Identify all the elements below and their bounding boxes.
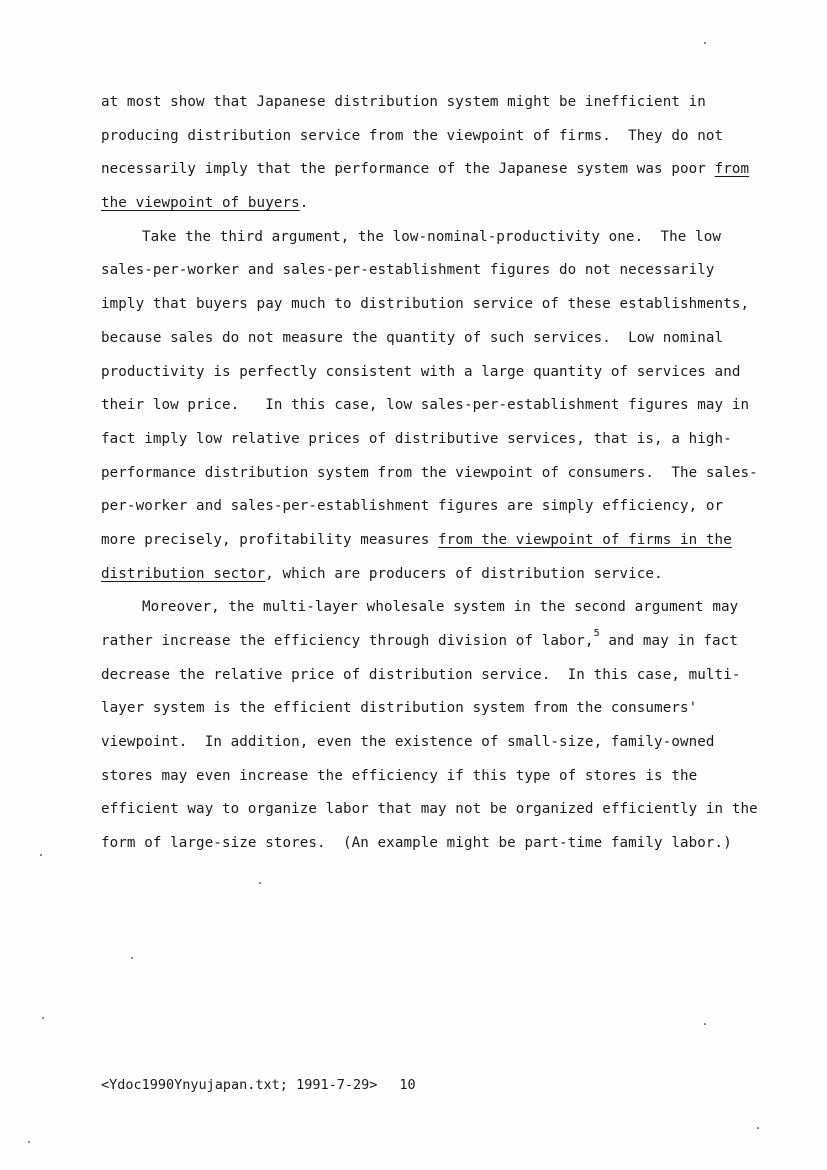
text-run: Moreover, the multi-layer wholesale system in the second argument may	[142, 599, 739, 616]
text-run: layer system is the efficient distribution system from the consumers'	[101, 700, 698, 717]
text-run: imply that buyers pay much to distribution service of these establishments,	[101, 296, 750, 313]
text-line	[101, 356, 741, 390]
text-run: form of large-size stores. (An example might be part-time family labor.)	[101, 835, 732, 852]
text-run: sales-per-worker and sales-per-establishment figures do not necessarily	[101, 262, 715, 279]
text-line	[101, 423, 741, 457]
text-run: fact imply low relative prices of distributive services, that is, a high-	[101, 430, 732, 447]
text-line	[101, 524, 741, 558]
scan-speck	[40, 854, 42, 856]
scan-speck	[704, 42, 706, 44]
text-line	[101, 389, 750, 423]
text-line	[101, 558, 741, 592]
text-run: .	[299, 195, 309, 212]
page-footer	[101, 1077, 416, 1093]
text-run: stores may even increase the efficiency if this type of stores is the	[101, 767, 698, 784]
text-line	[101, 120, 741, 154]
scan-speck	[42, 1017, 44, 1019]
text-line	[101, 692, 741, 726]
text-line	[101, 254, 741, 288]
text-line	[101, 221, 741, 255]
text-line	[101, 187, 741, 221]
text-line	[101, 490, 741, 524]
body-text	[101, 86, 758, 861]
text-run: producing distribution service from the viewpoint of firms. They do not	[101, 127, 724, 144]
text-run: performance distribution system from the viewpoint of consumers. The sales-	[101, 464, 758, 481]
underlined-text: the viewpoint of buyers	[101, 195, 300, 212]
text-line	[101, 659, 741, 693]
text-line	[101, 153, 750, 187]
underlined-text: distribution sector	[101, 565, 266, 582]
scan-speck	[704, 1023, 706, 1025]
scan-speck	[259, 882, 261, 884]
text-line	[101, 591, 741, 625]
scan-speck	[131, 957, 133, 959]
text-line	[101, 86, 741, 120]
footnote-marker: 5	[593, 628, 600, 639]
footer-file-info: <Ydoc1990Ynyujapan.txt; 1991-7-29>	[101, 1077, 378, 1093]
scan-speck	[757, 1127, 759, 1129]
text-line	[101, 793, 758, 827]
text-run: rather increase the efficiency through division of labor,	[101, 633, 594, 649]
text-run: decrease the relative price of distribution service. In this case, multi-	[101, 666, 741, 683]
underlined-text: from the viewpoint of firms in the	[438, 531, 732, 548]
text-run: at most show that Japanese distribution system might be inefficient in	[101, 94, 706, 110]
text-run: , which are producers of distribution service.	[265, 565, 663, 582]
text-run: necessarily imply that the performance of the Japanese system was poor	[101, 161, 715, 178]
text-run: their low price. In this case, low sales-per-establishment figures may in	[101, 397, 750, 414]
text-run: efficient way to organize labor that may not be organized efficiently in the	[101, 801, 758, 818]
text-run: more precisely, profitability measures	[101, 531, 439, 548]
text-line	[101, 760, 741, 794]
text-line	[101, 625, 741, 659]
text-line	[101, 457, 758, 491]
text-run: productivity is perfectly consistent with a large quantity of services and	[101, 363, 741, 380]
scan-speck	[28, 1141, 30, 1143]
page-number: 10	[399, 1077, 416, 1093]
text-run: Take the third argument, the low-nominal-productivity one. The low	[142, 228, 721, 245]
text-line	[101, 827, 741, 861]
text-run: because sales do not measure the quantity of such services. Low nominal	[101, 329, 724, 346]
text-line	[101, 726, 741, 760]
underlined-text: from	[714, 161, 750, 178]
text-run: per-worker and sales-per-establishment figures are simply efficiency, or	[101, 498, 724, 515]
text-line	[101, 322, 741, 356]
text-line	[101, 288, 750, 322]
text-run: and may in fact	[599, 633, 738, 649]
text-run: viewpoint. In addition, even the existence of small-size, family-owned	[101, 734, 715, 751]
